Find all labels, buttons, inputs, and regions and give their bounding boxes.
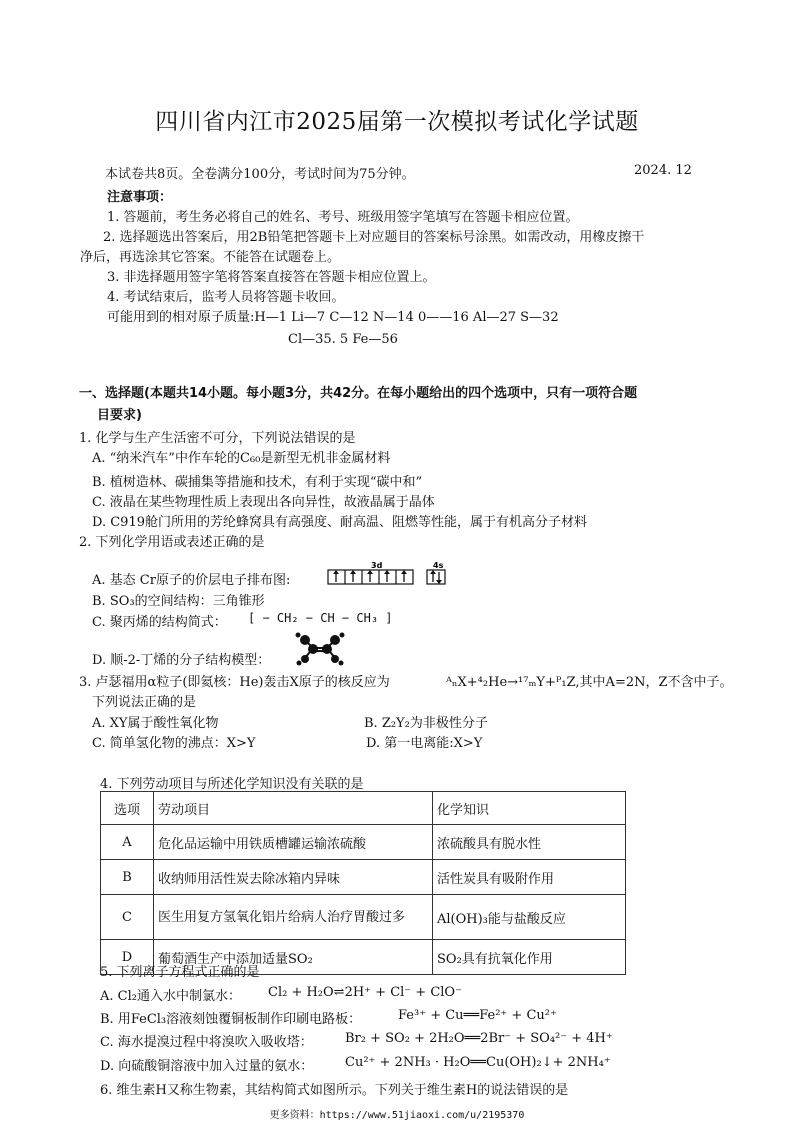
- footer-link[interactable]: 更多资料：https://www.51jiaoxi.com/u/2195370: [269, 1110, 525, 1121]
- table-cell: D: [101, 940, 154, 975]
- q2-option-d: D. 顺-2-丁烯的分子结构模型：: [92, 653, 271, 668]
- q5-option-c: C. 海水提溴过程中将溴吹入吸收塔：: [100, 1035, 313, 1050]
- q4-stem: 4. 下列劳动项目与所述化学知识没有关联的是: [100, 777, 364, 792]
- q1-stem: 1. 化学与生产生活密不可分，下列说法错误的是: [79, 431, 356, 446]
- q5-equation-c: Br₂ + SO₂ + 2H₂O══2Br⁻ + SO₄²⁻ + 4H⁺: [345, 1031, 613, 1046]
- table-cell: 危化品运输中用铁质槽罐运输浓硫酸: [154, 825, 433, 860]
- q4-table: [100, 791, 626, 975]
- table-cell: 收纳师用活性炭去除冰箱内异味: [154, 860, 433, 895]
- table-cell: C: [101, 895, 154, 940]
- table-cell: 医生用复方氢氧化铝片给病人治疗胃酸过多: [154, 895, 433, 940]
- polypropylene-formula: [ − CH₂ − CH − CH₃ ]: [248, 611, 393, 625]
- q3-stem: 3. 卢瑟福用α粒子(即氦核：He)轰击X原子的核反应为: [79, 675, 390, 690]
- q2-option-c: C. 聚丙烯的结构简式：: [92, 615, 227, 630]
- table-row: [101, 895, 626, 940]
- notice-item: 4. 考试结束后，监考人员将答题卡收回。: [107, 290, 345, 305]
- table-header-row: [101, 792, 626, 825]
- q3-option-a: A. XY属于酸性氧化物: [92, 716, 219, 731]
- header-cell: 劳动项目: [154, 792, 433, 825]
- q3-option-d: D. 第一电离能:X>Y: [366, 736, 483, 751]
- q1-option-d: D. C919舱门所用的芳纶蜂窝具有高强度、耐高温、阻燃等性能，属于有机高分子材料: [92, 515, 587, 530]
- q5-option-a: A. Cl₂通入水中制氯水：: [100, 989, 241, 1004]
- q5-equation-b: Fe³⁺ + Cu══Fe²⁺ + Cu²⁺: [398, 1008, 557, 1023]
- table-cell: 葡萄酒生产中添加适量SO₂: [154, 940, 433, 975]
- notice-item: 3. 非选择题用签字笔将答案直接答在答题卡相应位置上。: [107, 270, 436, 285]
- table-cell: SO₂具有抗氧化作用: [433, 940, 626, 975]
- table-cell: 浓硫酸具有脱水性: [433, 825, 626, 860]
- orbital-3d-label: 3d: [371, 561, 383, 570]
- q3-option-c: C. 简单氢化物的沸点：X>Y: [92, 736, 256, 751]
- section-heading-cont: 目要求): [97, 408, 142, 423]
- q5-equation-d: Cu²⁺ + 2NH₃ · H₂O══Cu(OH)₂↓+ 2NH₄⁺: [345, 1055, 611, 1070]
- exam-date: 2024. 12: [634, 163, 692, 178]
- table-row: [101, 860, 626, 895]
- orbital-diagram: [327, 561, 453, 585]
- q5-option-d: D. 向硫酸铜溶液中加入过量的氨水：: [100, 1059, 314, 1074]
- notice-item: 1. 答题前，考生务必将自己的姓名、考号、班级用签字笔填写在答题卡相应位置。: [107, 210, 579, 225]
- q5-option-b: B. 用FeCl₃溶液刻蚀覆铜板制作印刷电路板：: [100, 1012, 362, 1027]
- notice-heading: 注意事项：: [107, 190, 173, 205]
- q2-option-a: A. 基态 Cr原子的价层电子排布图:: [92, 573, 291, 588]
- table-cell: 活性炭具有吸附作用: [433, 860, 626, 895]
- exam-info: 本试卷共8页。全卷满分100分，考试时间为75分钟。: [105, 167, 415, 182]
- section-heading: 一、选择题(本题共14小题。每小题3分，共42分。在每小题给出的四个选项中，只有一项符合题: [79, 386, 638, 401]
- notice-item: 净后，再选涂其它答案。不能答在试题卷上。: [80, 250, 341, 265]
- q6-stem: 6. 维生素H又称生物素，其结构简式如图所示。下列关于维生素H的说法错误的是: [100, 1083, 569, 1098]
- q1-option-b: B. 植树造林、碳捕集等措施和技术，有利于实现“碳中和”: [92, 475, 423, 490]
- table-cell: A: [101, 825, 154, 860]
- table-cell: B: [101, 860, 154, 895]
- q1-option-a: A. “纳米汽车”中作车轮的C₆₀是新型无机非金属材料: [92, 451, 391, 466]
- page-title: 四川省内江市2025届第一次模拟考试化学试题: [155, 109, 639, 135]
- q1-option-c: C. 液晶在某些物理性质上表现出各向异性，故液晶属于晶体: [92, 495, 435, 510]
- q3-equation: ᴬₙX+⁴₂He→¹⁷ₘY+ᴾ₁Z,其中A=2N，Z不含中子。: [446, 675, 733, 690]
- notice-item: 2. 选择题选出答案后，用2B铅笔把答题卡上对应题目的答案标号涂黑。如需改动，用橡皮擦干: [103, 230, 645, 245]
- cis-2-butene-model: [295, 632, 345, 666]
- q5-equation-a: Cl₂ + H₂O⇌2H⁺ + Cl⁻ + ClO⁻: [268, 985, 462, 1000]
- q3-option-b: B. Z₂Y₂为非极性分子: [364, 716, 488, 731]
- q3-stem-cont: 下列说法正确的是: [92, 695, 197, 710]
- q2-option-b: B. SO₃的空间结构：三角锥形: [92, 594, 265, 609]
- table-cell: Al(OH)₃能与盐酸反应: [433, 895, 626, 940]
- header-cell: 化学知识: [433, 792, 626, 825]
- atomic-mass-line-2: Cl—35. 5 Fe—56: [288, 332, 398, 347]
- atomic-mass-line: 可能用到的相对原子质量:H—1 Li—7 C—12 N—14 0——16 Al—27 S—32: [107, 310, 559, 325]
- q2-stem: 2. 下列化学用语或表述正确的是: [79, 535, 265, 550]
- q5-stem: 5. 下列离子方程式正确的是: [100, 965, 260, 980]
- table-row: [101, 825, 626, 860]
- header-cell: 选项: [101, 792, 154, 825]
- orbital-4s-label: 4s: [433, 561, 444, 570]
